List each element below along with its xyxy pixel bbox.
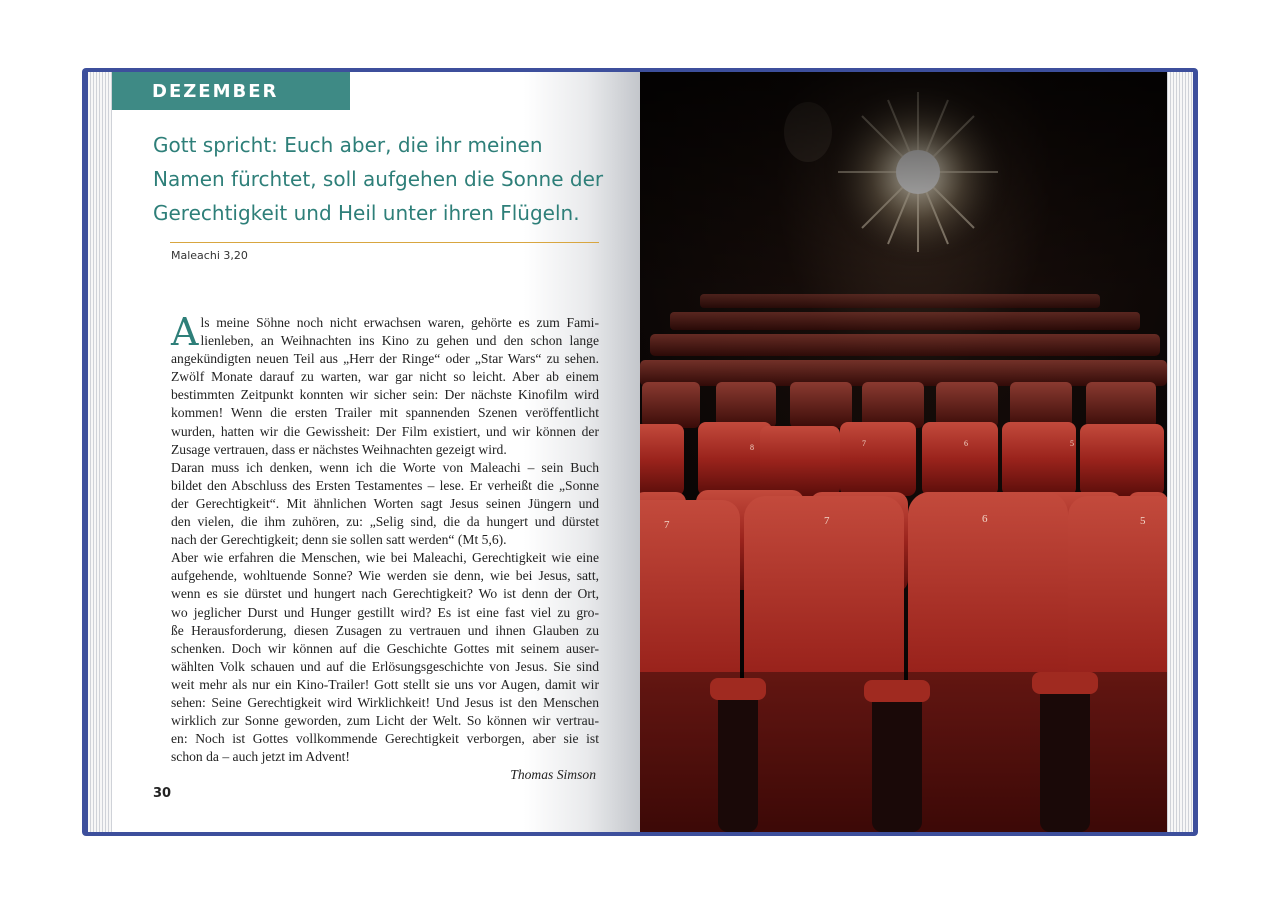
text-line: bestimmten Zeitpunkt konnten wir sicher sein: Der nächste Kinofilm wird [171,387,599,403]
verse-reference: Maleachi 3,20 [171,249,248,262]
text-line: wurden, hatten wir die Gewissheit: Der Film existiert, und wir können der [171,423,599,439]
verse-divider [170,242,599,243]
text-line: sehen: Seine Gerechtigkeit wird Wirklichkeit! Und Jesus ist den Menschen [171,694,599,710]
verse-line: Gott spricht: Euch aber, die ihr meinen [153,133,543,157]
text-line: Zwölf Monate darauf zu warten, war gar nicht so leicht. Aber ab einem [171,369,599,385]
text-line: angekündigten neuen Teil aus „Herr der Ringe“ oder „Star Wars“ zu sehen. [171,351,599,367]
text-line: lienleben, an Weihnachten ins Kino zu gehen und den schon lange [200,333,599,349]
page-number: 30 [153,786,172,801]
text-line: aufgehende, wohltuende Sonne? Wie werden sie denn, wie bei Jesus, satt, [171,568,599,584]
text-line: ße Herausforderung, diesen Zusagen zu vertrauen und ihnen Glauben zu [171,622,599,638]
verse-line: Namen fürchtet, soll aufgehen die Sonne der [153,167,604,191]
month-label: DEZEMBER [152,81,279,102]
bible-verse [153,128,613,230]
text-line: schenken. Doch wir können auf die Geschichte Gottes mit seinem auser- [171,640,599,656]
text-line: Daran muss ich denken, wenn ich die Worte von Maleachi – sein Buch [171,459,599,475]
cinema-seats-illustration [640,72,1167,832]
text-line: nach der Gerechtigkeit; denn sie sollen satt werden“ (Mt 5,6). [171,532,507,548]
devotional-text [171,310,599,766]
text-line: bildet den Abschluss des Ersten Testamentes – lese. Er verheißt die „Sonne [171,477,599,493]
text-line: kommen! Wenn die ersten Trailer mit spannenden Szenen veröffentlicht [171,405,599,421]
verse-line: Gerechtigkeit und Heil unter ihren Flügeln. [153,201,580,225]
text-line: wirklich zur Sonne geworden, zum Licht der Welt. So können wir vertrau- [171,713,599,729]
text-line: wenn es sie dürstet und hungert nach Gerechtigkeit? Wo ist denn der Ort, [171,586,599,602]
text-line: wählten Volk schauen und auf die Erlösungsgeschichte von Jesus. Sie sind [171,658,599,674]
month-tab [112,72,350,110]
text-line: schon da – auch jetzt im Advent! [171,749,350,765]
text-line: en: Noch ist Gottes vollkommende Gerechtigkeit verborgen, aber sie ist [171,731,599,747]
text-line: ls meine Söhne noch nicht erwachsen waren, gehörte es zum Fami- [200,315,599,330]
drop-cap: A [171,310,199,354]
cinema-photo [640,72,1167,832]
text-line: der Gerechtigkeit“. Mit ähnlichen Worten sagt Jesus seinen Jüngern und [171,495,599,511]
text-line: Aber wie erfahren die Menschen, wie bei Maleachi, Gerechtigkeit wie eine [171,550,599,566]
text-line: den vielen, die ihm zuhören, zu: „Selig sind, die da hungert und dürstet [171,514,599,530]
text-line: Zusage vertrauen, dass er nächstes Weihnachten gezeigt wird. [171,441,507,457]
page-edges-right [1167,72,1193,832]
author-name: Thomas Simson [510,767,596,782]
text-line: wo jeglicher Durst und Hunger gestillt wird? Es ist eine fast viel zu gro- [171,604,599,620]
text-line: weit mehr als nur ein Kino-Trailer! Gott stellt sie uns vor Augen, damit wir [171,676,599,692]
